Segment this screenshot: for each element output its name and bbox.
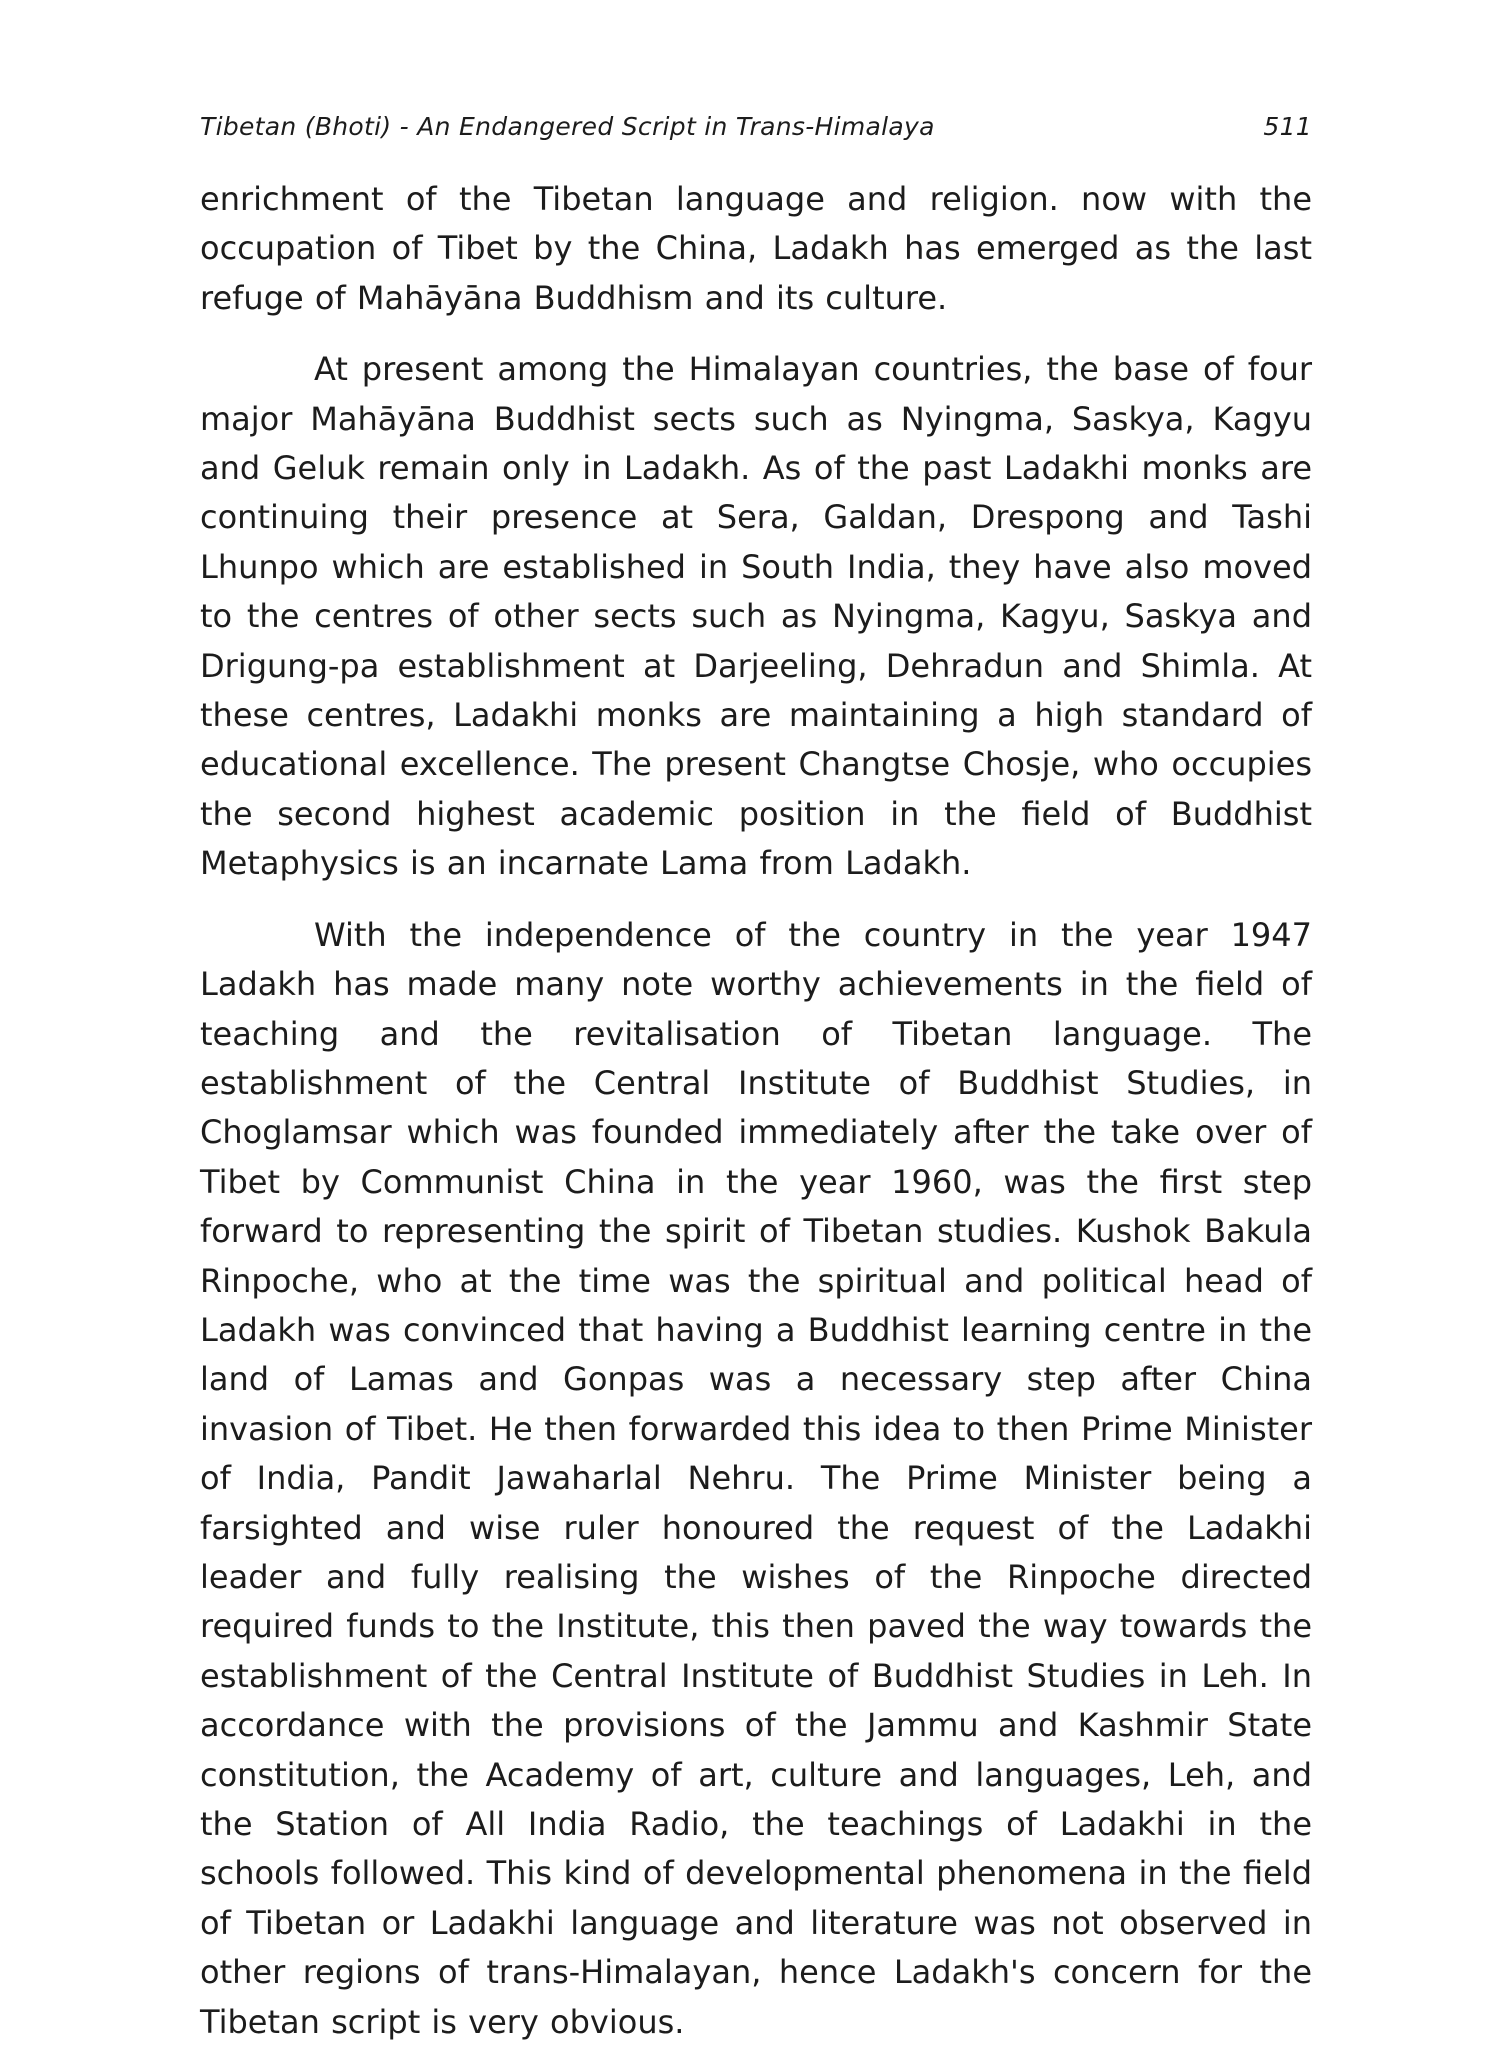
running-header xyxy=(200,112,1312,152)
paragraph-buddhist-sects: At present among the Himalayan countries, the base of four major Mahāyāna Buddhist sects such as Nyingma, Saskya, Kagyu and Geluk remain only in Ladakh. As of the past Ladakhi monks are continuing their presence at Sera, Galdan, Drespong and Tashi Lhunpo which are established in South India, they have also moved to the centres of other sects such as Nyingma, Kagyu, Saskya and Drigung-pa establishment at Darjeeling, Dehradun and Shimla. At these centres, Ladakhi monks are maintaining a high standard of educational excellence. The present Changtse Chosje, who occupies the second highest academic position in the field of Buddhist Metaphysics is an incarnate Lama from Ladakh. xyxy=(200,350,1312,883)
running-title: Tibetan (Bhoti) - An Endangered Script in Trans-Himalaya xyxy=(200,112,935,141)
paragraph-independence: With the independence of the country in the year 1947 Ladakh has made many note worthy achievements in the field of teaching and the revitalisation of Tibetan language. The establishment of the Central Institute of Buddhist Studies, in Choglamsar which was founded immediately after the take over of Tibet by Communist China in the year 1960, was the first step forward to representing the spirit of Tibetan studies. Kushok Bakula Rinpoche, who at the time was the spiritual and political head of Ladakh was convinced that having a Buddhist learning centre in the land of Lamas and Gonpas was a necessary step after China invasion of Tibet. He then forwarded this idea to then Prime Minister of India, Pandit Jawaharlal Nehru. The Prime Minister being a farsighted and wise ruler honoured the request of the Ladakhi leader and fully realising the wishes of the Rinpoche directed required funds to the Institute, this then paved the way towards the establishment of the Central Institute of Buddhist Studies in Leh. In accordance with the provisions of the Jammu and Kashmir State constitution, the Academy of art, culture and languages, Leh, and the Station of All India Radio, the teachings of Ladakhi in the schools followed. This kind of developmental phenomena in the field of Tibetan or Ladakhi language and literature was not observed in other regions of trans-Himalayan, hence Ladakh's concern for the Tibetan script is very obvious. xyxy=(200,915,1312,2041)
body-text xyxy=(200,175,1312,2047)
paragraph-continuation: enrichment of the Tibetan language and religion. now with the occupation of Tibet by the China, Ladakh has emerged as the last refuge of Mahāyāna Buddhism and its culture. xyxy=(200,180,1312,317)
page-number: 511 xyxy=(1263,112,1312,141)
